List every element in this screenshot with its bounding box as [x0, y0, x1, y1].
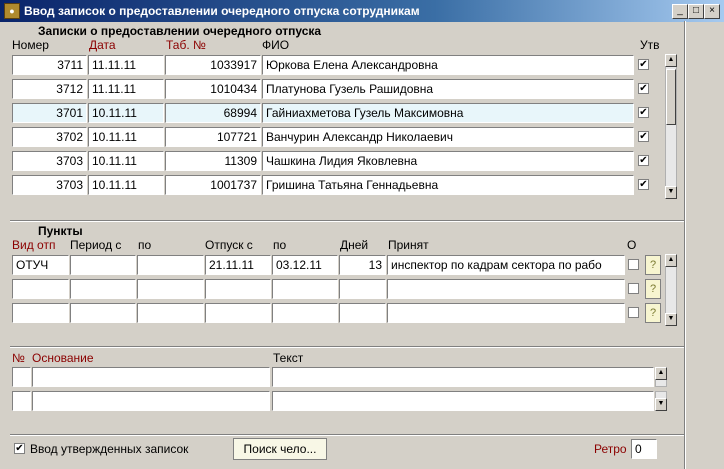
note-date-field[interactable]: 10.11.11 — [88, 103, 164, 123]
lookup-question-button[interactable]: ? — [645, 279, 661, 299]
column-header-leave-type: Вид отп — [12, 238, 56, 252]
retro-label: Ретро — [594, 442, 627, 456]
note-tab-number-field[interactable]: 1010434 — [165, 79, 261, 99]
leave-to-field[interactable]: 03.12.11 — [272, 255, 338, 275]
items-section-header: Пункты — [38, 224, 83, 238]
period-to-field[interactable] — [137, 303, 204, 323]
note-date-field[interactable]: 10.11.11 — [88, 175, 164, 195]
note-approved-checkbox[interactable]: ✔ — [639, 131, 648, 142]
scroll-down-arrow-icon[interactable]: ▼ — [665, 186, 677, 199]
column-header-leave-from: Отпуск с — [205, 238, 253, 252]
note-approved-checkbox[interactable]: ✔ — [639, 107, 648, 118]
days-field[interactable] — [339, 279, 386, 299]
period-to-field[interactable] — [137, 279, 204, 299]
leave-type-field[interactable]: ОТУЧ — [12, 255, 69, 275]
note-fio-field[interactable]: Платунова Гузель Рашидовна — [262, 79, 634, 99]
approved-notes-checkbox-label: Ввод утвержденных записок — [30, 442, 189, 456]
leave-to-field[interactable] — [272, 303, 338, 323]
right-edge-divider — [684, 21, 686, 469]
basis-field[interactable] — [32, 367, 270, 387]
days-field[interactable] — [339, 303, 386, 323]
column-header-period-from: Период с — [70, 238, 122, 252]
note-tab-number-field[interactable]: 11309 — [165, 151, 261, 171]
items-scrollbar[interactable] — [665, 254, 677, 326]
column-header-approved: Утв — [640, 38, 660, 52]
basis-field[interactable] — [32, 391, 270, 411]
lookup-question-button[interactable]: ? — [645, 255, 661, 275]
leave-from-field[interactable] — [205, 303, 271, 323]
leave-type-field[interactable] — [12, 279, 69, 299]
maximize-button[interactable]: □ — [688, 4, 704, 19]
separator-items-basis — [10, 346, 684, 348]
item-o-checkbox[interactable] — [628, 283, 639, 294]
separator-notes-items — [10, 220, 684, 222]
period-from-field[interactable] — [70, 279, 136, 299]
column-header-fio: ФИО — [262, 38, 290, 52]
accepted-field[interactable]: инспектор по кадрам сектора по рабо — [387, 255, 625, 275]
note-fio-field[interactable]: Юркова Елена Александровна — [262, 55, 634, 75]
note-tab-number-field[interactable]: 1033917 — [165, 55, 261, 75]
period-from-field[interactable] — [70, 303, 136, 323]
column-header-leave-to: по — [273, 238, 287, 252]
note-tab-number-field[interactable]: 68994 — [165, 103, 261, 123]
basis-number-field[interactable] — [12, 391, 31, 411]
note-number-field[interactable]: 3701 — [12, 103, 87, 123]
item-o-checkbox[interactable] — [628, 259, 639, 270]
accepted-field[interactable] — [387, 279, 625, 299]
lookup-question-button[interactable]: ? — [645, 303, 661, 323]
note-date-field[interactable]: 11.11.11 — [88, 79, 164, 99]
note-number-field[interactable]: 3711 — [12, 55, 87, 75]
column-header-date: Дата — [89, 38, 116, 52]
column-header-text: Текст — [273, 351, 304, 365]
column-header-number: Номер — [12, 38, 49, 52]
column-header-days: Дней — [340, 238, 369, 252]
notes-scrollbar[interactable] — [665, 54, 677, 199]
basis-number-field[interactable] — [12, 367, 31, 387]
note-number-field[interactable]: 3712 — [12, 79, 87, 99]
period-from-field[interactable] — [70, 255, 136, 275]
note-fio-field[interactable]: Чашкина Лидия Яковлевна — [262, 151, 634, 171]
leave-type-field[interactable] — [12, 303, 69, 323]
item-o-checkbox[interactable] — [628, 307, 639, 318]
note-tab-number-field[interactable]: 1001737 — [165, 175, 261, 195]
notes-section-header: Записки о предоставлении очередного отпуска — [38, 24, 322, 38]
leave-to-field[interactable] — [272, 279, 338, 299]
minimize-button[interactable]: _ — [672, 4, 688, 19]
basis-text-scrollbar[interactable] — [655, 391, 667, 411]
note-approved-checkbox[interactable]: ✔ — [639, 155, 648, 166]
scroll-up-arrow-icon[interactable]: ▲ — [665, 54, 677, 67]
basis-text-field[interactable] — [272, 367, 654, 387]
note-fio-field[interactable]: Гайниахметова Гузель Максимовна — [262, 103, 634, 123]
note-approved-checkbox[interactable]: ✔ — [639, 59, 648, 70]
note-approved-checkbox[interactable]: ✔ — [639, 83, 648, 94]
basis-text-scrollbar[interactable] — [655, 367, 667, 387]
column-header-basis-no: № — [12, 351, 25, 365]
leave-from-field[interactable]: 21.11.11 — [205, 255, 271, 275]
app-icon: ● — [4, 3, 20, 19]
note-tab-number-field[interactable]: 107721 — [165, 127, 261, 147]
note-number-field[interactable]: 3702 — [12, 127, 87, 147]
accepted-field[interactable] — [387, 303, 625, 323]
note-approved-checkbox[interactable]: ✔ — [639, 179, 648, 190]
note-fio-field[interactable]: Ванчурин Александр Николаевич — [262, 127, 634, 147]
note-number-field[interactable]: 3703 — [12, 151, 87, 171]
basis-text-field[interactable] — [272, 391, 654, 411]
search-person-button[interactable]: Поиск чело... — [233, 438, 327, 460]
approved-notes-checkbox[interactable]: ✔ — [15, 443, 24, 454]
note-date-field[interactable]: 10.11.11 — [88, 151, 164, 171]
note-date-field[interactable]: 10.11.11 — [88, 127, 164, 147]
scroll-down-arrow-icon[interactable]: ▼ — [655, 398, 667, 411]
window-title: Ввод записок о предоставлении очередного отпуска сотрудникам — [24, 4, 420, 18]
retro-input[interactable]: 0 — [631, 439, 657, 459]
close-button[interactable]: × — [704, 4, 720, 19]
title-bar[interactable] — [0, 0, 724, 22]
notes-scroll-thumb[interactable] — [666, 69, 676, 125]
column-header-o: О — [627, 238, 637, 252]
leave-from-field[interactable] — [205, 279, 271, 299]
column-header-period-to: по — [138, 238, 152, 252]
note-date-field[interactable]: 11.11.11 — [88, 55, 164, 75]
scroll-up-arrow-icon[interactable]: ▲ — [655, 367, 667, 380]
note-number-field[interactable]: 3703 — [12, 175, 87, 195]
scroll-down-arrow-icon[interactable]: ▼ — [665, 313, 677, 326]
note-fio-field[interactable]: Гришина Татьяна Геннадьевна — [262, 175, 634, 195]
column-header-tab-number: Таб. № — [166, 38, 206, 52]
scroll-up-arrow-icon[interactable]: ▲ — [665, 254, 677, 267]
separator-basis-footer — [10, 434, 684, 436]
period-to-field[interactable] — [137, 255, 204, 275]
column-header-accepted: Принят — [388, 238, 429, 252]
column-header-basis: Основание — [32, 351, 94, 365]
days-field[interactable]: 13 — [339, 255, 386, 275]
